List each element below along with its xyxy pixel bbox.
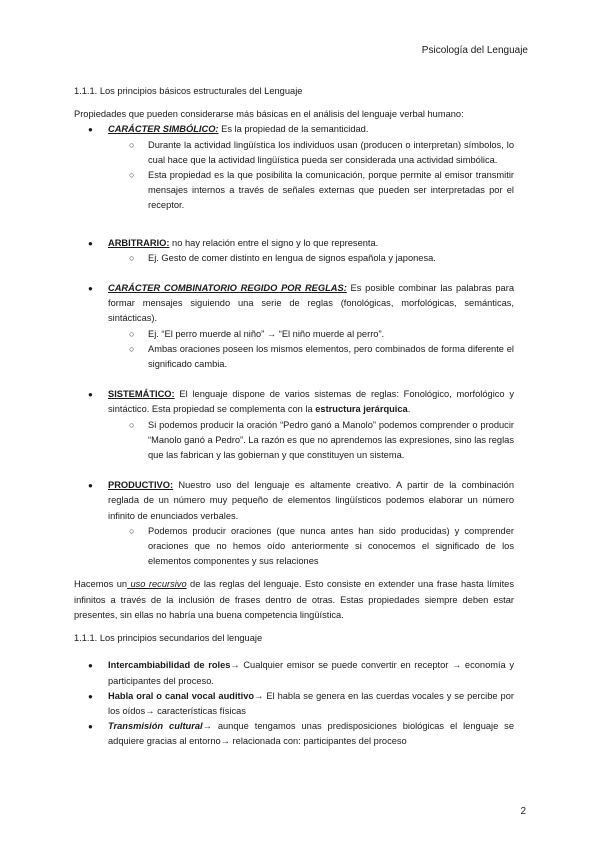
- secondary-principles-list: [74, 658, 514, 749]
- page-number: 2: [520, 806, 526, 817]
- term: ARBITRARIO:: [108, 237, 170, 248]
- list-item-combinatorio: [74, 281, 514, 327]
- sub-item: ○ Ej. “El perro muerde al niño” → “El niño muerde al perro”.: [74, 327, 514, 342]
- recursive-use-term: uso recursivo: [127, 579, 187, 590]
- item-text: Es la propiedad de la semanticidad.: [218, 124, 369, 135]
- list-item-roles: [74, 658, 514, 688]
- list-item-arbitrario: [74, 236, 514, 251]
- item-text: no hay relación entre el signo y lo que representa.: [169, 237, 379, 248]
- term: Habla oral o canal vocal auditivo: [108, 690, 255, 701]
- closing-post: de las reglas del lenguaje. Esto consiste en extender una frase hasta límites infinitos a través de la inclusión de frases dentro de otras. Estas propiedades siempre deben estar presentes, sin ellas no habría una buena competencia lingüística.: [74, 579, 514, 620]
- basic-principles-list-3: [74, 281, 514, 372]
- item-text: El lenguaje dispone de varios sistemas de reglas: Fonológico, morfológico y sintáctico. Esta propiedad se complementa con la: [108, 389, 514, 415]
- list-item-sistematico: [74, 387, 514, 417]
- item-text: → Cualquier emisor se puede convertir en receptor → economía y participantes del proceso.: [108, 660, 514, 686]
- page-content: [74, 84, 514, 750]
- section-heading-1: 1.1.1. Los principios básicos estructurales del Lenguaje: [74, 86, 303, 96]
- list-item-simbolico: [74, 122, 514, 137]
- basic-principles-list-5: [74, 478, 514, 569]
- list-item-transmision: [74, 719, 514, 749]
- item-text: → aunque tengamos unas predisposiciones biológicas el lenguaje se adquiere gracias al entorno→ relacionada con: participantes del proceso: [108, 721, 514, 747]
- term: PRODUCTIVO:: [108, 480, 174, 491]
- basic-principles-list: [74, 122, 514, 213]
- sub-item: ○ Podemos producir oraciones (que nunca antes han sido producidas) y comprender oraciones que no hemos oído anteriormente si conocemos el significado de los elementos componentes y sus relaciones: [74, 524, 514, 570]
- list-item-productivo: [74, 478, 514, 524]
- term: SISTEMÁTICO:: [108, 389, 175, 400]
- basic-principles-list-2: [74, 236, 514, 266]
- item-text: → El habla se genera en las cuerdas vocales y se percibe por los oídos→ características físicas: [108, 690, 514, 716]
- sub-item: ○ Ambas oraciones poseen los mismos elementos, pero combinados de forma diferente el significado cambia.: [74, 342, 514, 372]
- sub-item: ○ Durante la actividad lingüística los individuos usan (producen o interpretan) símbolos, lo cual hace que la actividad lingüística pueda ser considerada una actividad simbólica.: [74, 138, 514, 168]
- running-header: Psicología del Lenguaje: [421, 45, 528, 56]
- item-text: Es posible combinar las palabras para formar mensajes siguiendo una serie de reglas (fonológicas, morfológicas, semánticas, sintácticas).: [108, 283, 514, 324]
- item-tail: .: [407, 404, 411, 415]
- term: CARÁCTER SIMBÓLICO:: [108, 124, 219, 135]
- bold-phrase: estructura jerárquica: [315, 404, 408, 415]
- item-text: Nuestro uso del lenguaje es altamente creativo. A partir de la combinación reglada de un número muy pequeño de elementos lingüísticos podemos elaborar un número infinito de enunciados verbales.: [108, 480, 514, 521]
- sub-item: ○ Esta propiedad es la que posibilita la comunicación, porque permite al emisor transmitir mensajes internos a través de señales externas que pueden ser interpretadas por el receptor.: [74, 168, 514, 214]
- list-item-habla-oral: [74, 689, 514, 719]
- sub-item: ○ Ej. Gesto de comer distinto en lengua de signos española y japonesa.: [74, 251, 514, 266]
- term: Intercambiabilidad de roles: [108, 660, 231, 671]
- closing-paragraph: [74, 577, 514, 623]
- term: CARÁCTER COMBINATORIO REGIDO POR REGLAS:: [108, 283, 347, 294]
- basic-principles-list-4: [74, 387, 514, 463]
- closing-pre: Hacemos un: [74, 579, 128, 590]
- section-heading-2: 1.1.1. Los principios secundarios del lenguaje: [74, 633, 263, 644]
- section-intro: Propiedades que pueden considerarse más básicas en el análisis del lenguaje verbal humano:: [74, 109, 464, 120]
- term: Transmisión cultural: [108, 721, 203, 732]
- sub-item: ○ Si podemos producir la oración “Pedro ganó a Manolo” podemos comprender o producir “Manolo ganó a Pedro”. La razón es que no aprendemos las expresiones, sino las reglas que las fabrican y las gobiernan y que constituyen un sistema.: [74, 418, 514, 464]
